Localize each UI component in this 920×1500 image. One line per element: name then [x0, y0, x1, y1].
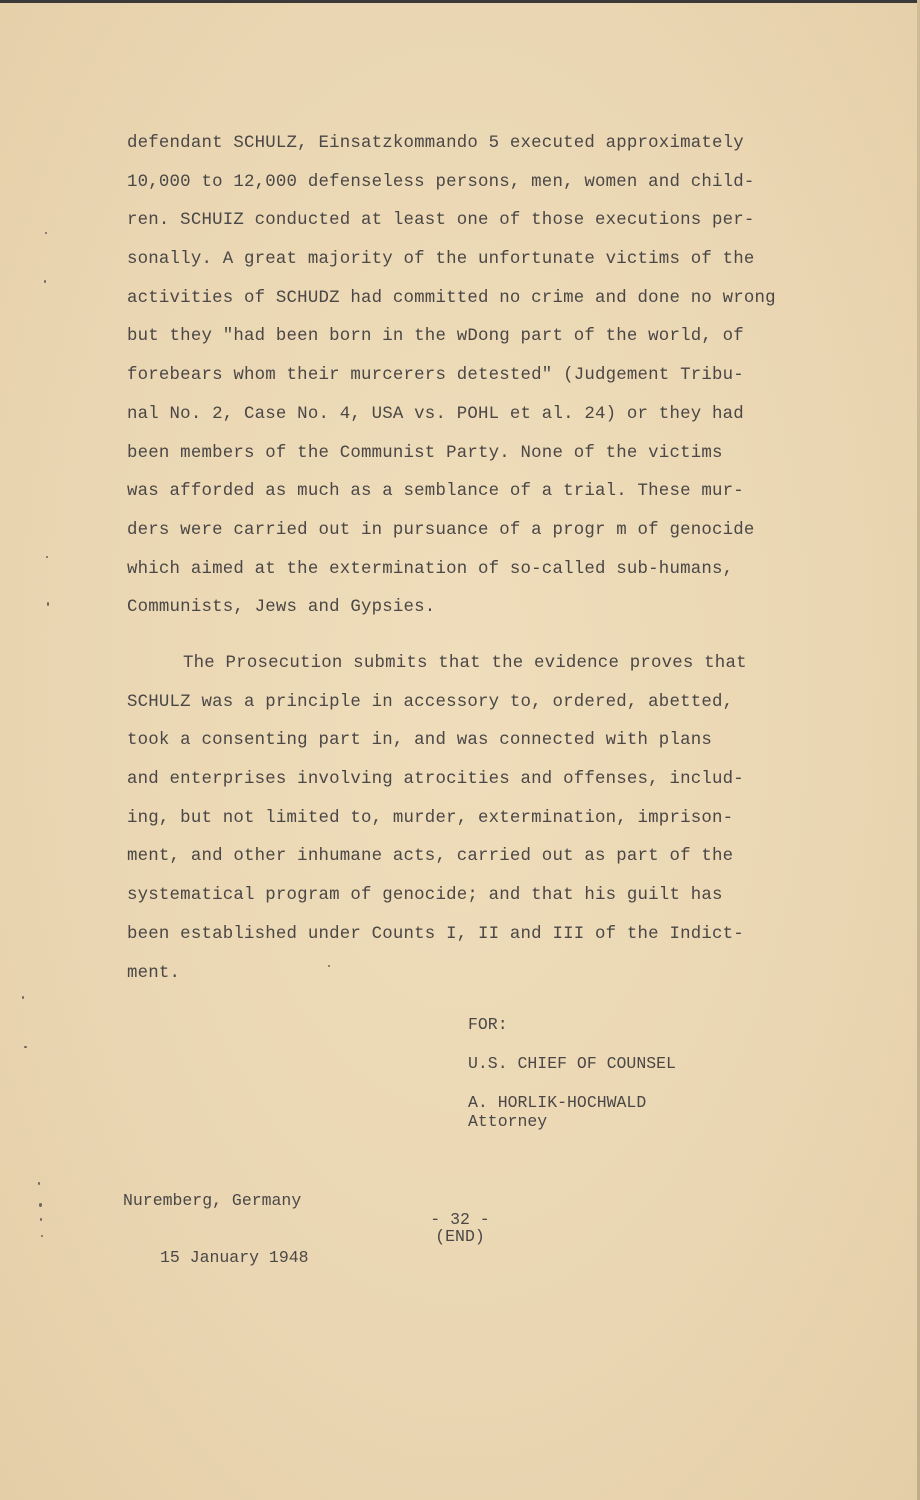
paragraph-2-line: SCHULZ was a principle in accessory to, ordered, abetted, — [127, 692, 734, 712]
signature-block — [468, 1093, 646, 1131]
signature-name: A. HORLIK-HOCHWALD — [468, 1093, 647, 1112]
signature-title: Attorney — [468, 1112, 548, 1131]
paper-speck — [45, 232, 47, 234]
signature-office: U.S. CHIEF OF COUNSEL — [468, 1054, 676, 1073]
paragraph-2-line: ing, but not limited to, murder, extermination, imprison- — [127, 808, 734, 828]
place-date — [123, 1153, 309, 1305]
paper-speck — [24, 1046, 27, 1048]
paragraph-1-line: Communists, Jews and Gypsies. — [127, 598, 436, 618]
paper-speck — [47, 602, 49, 606]
paragraph-2-line: systematical program of genocide; and that his guilt has — [127, 886, 723, 906]
end-mark: (END) — [435, 1227, 485, 1246]
paragraph-1-line: sonally. A great majority of the unfortunate victims of the — [127, 250, 755, 270]
paragraph-2 — [127, 650, 847, 998]
date: 15 January 1948 — [160, 1248, 309, 1267]
paragraph-2-line: ment. — [127, 963, 181, 983]
paper-speck — [39, 1203, 42, 1207]
paragraph-2-line: and enterprises involving atrocities and offenses, includ- — [127, 770, 744, 790]
paragraph-1-line: 10,000 to 12,000 defenseless persons, men, women and child- — [127, 172, 755, 192]
paper-speck — [38, 1182, 40, 1185]
paragraph-1-line: nal No. 2, Case No. 4, USA vs. POHL et al. 24) or they had — [127, 404, 744, 424]
page-number: - 32 - — [430, 1210, 490, 1229]
paper-speck — [46, 556, 48, 558]
paragraph-1-line: which aimed at the extermination of so-called sub-humans, — [127, 559, 734, 579]
paragraph-1-line: was afforded as much as a semblance of a trial. These mur- — [127, 482, 744, 502]
paragraph-1-line: but they "had been born in the wDong part of the world, of — [127, 327, 744, 347]
paragraph-1-line: ren. SCHUIZ conducted at least one of those executions per- — [127, 211, 755, 231]
paragraph-2-line: ment, and other inhumane acts, carried out as part of the — [127, 847, 734, 867]
paper-speck — [328, 965, 330, 967]
place: Nuremberg, Germany — [123, 1191, 302, 1210]
page-top-edge — [0, 0, 920, 3]
paragraph-1 — [127, 130, 847, 633]
paragraph-2-line: The Prosecution submits that the evidence proves that — [183, 654, 747, 673]
paragraph-2-line: took a consenting part in, and was connected with plans — [127, 731, 712, 751]
signature-for-label: FOR: — [468, 1015, 508, 1034]
page-footer — [400, 1211, 520, 1245]
paper-speck — [41, 1235, 43, 1237]
paragraph-1-line: forebears whom their murcerers detested" (Judgement Tribu- — [127, 366, 744, 386]
paragraph-1-line: defendant SCHULZ, Einsatzkommando 5 executed approximately — [127, 134, 744, 153]
paragraph-1-line: activities of SCHUDZ had committed no crime and done no wrong — [127, 288, 776, 308]
paragraph-2-line: been established under Counts I, II and III of the Indict- — [127, 924, 744, 944]
paper-speck — [22, 996, 24, 999]
paper-speck — [44, 280, 46, 283]
paragraph-1-line: been members of the Communist Party. None of the victims — [127, 443, 723, 463]
paper-speck — [40, 1218, 42, 1221]
paragraph-1-line: ders were carried out in pursuance of a progr m of genocide — [127, 520, 755, 540]
